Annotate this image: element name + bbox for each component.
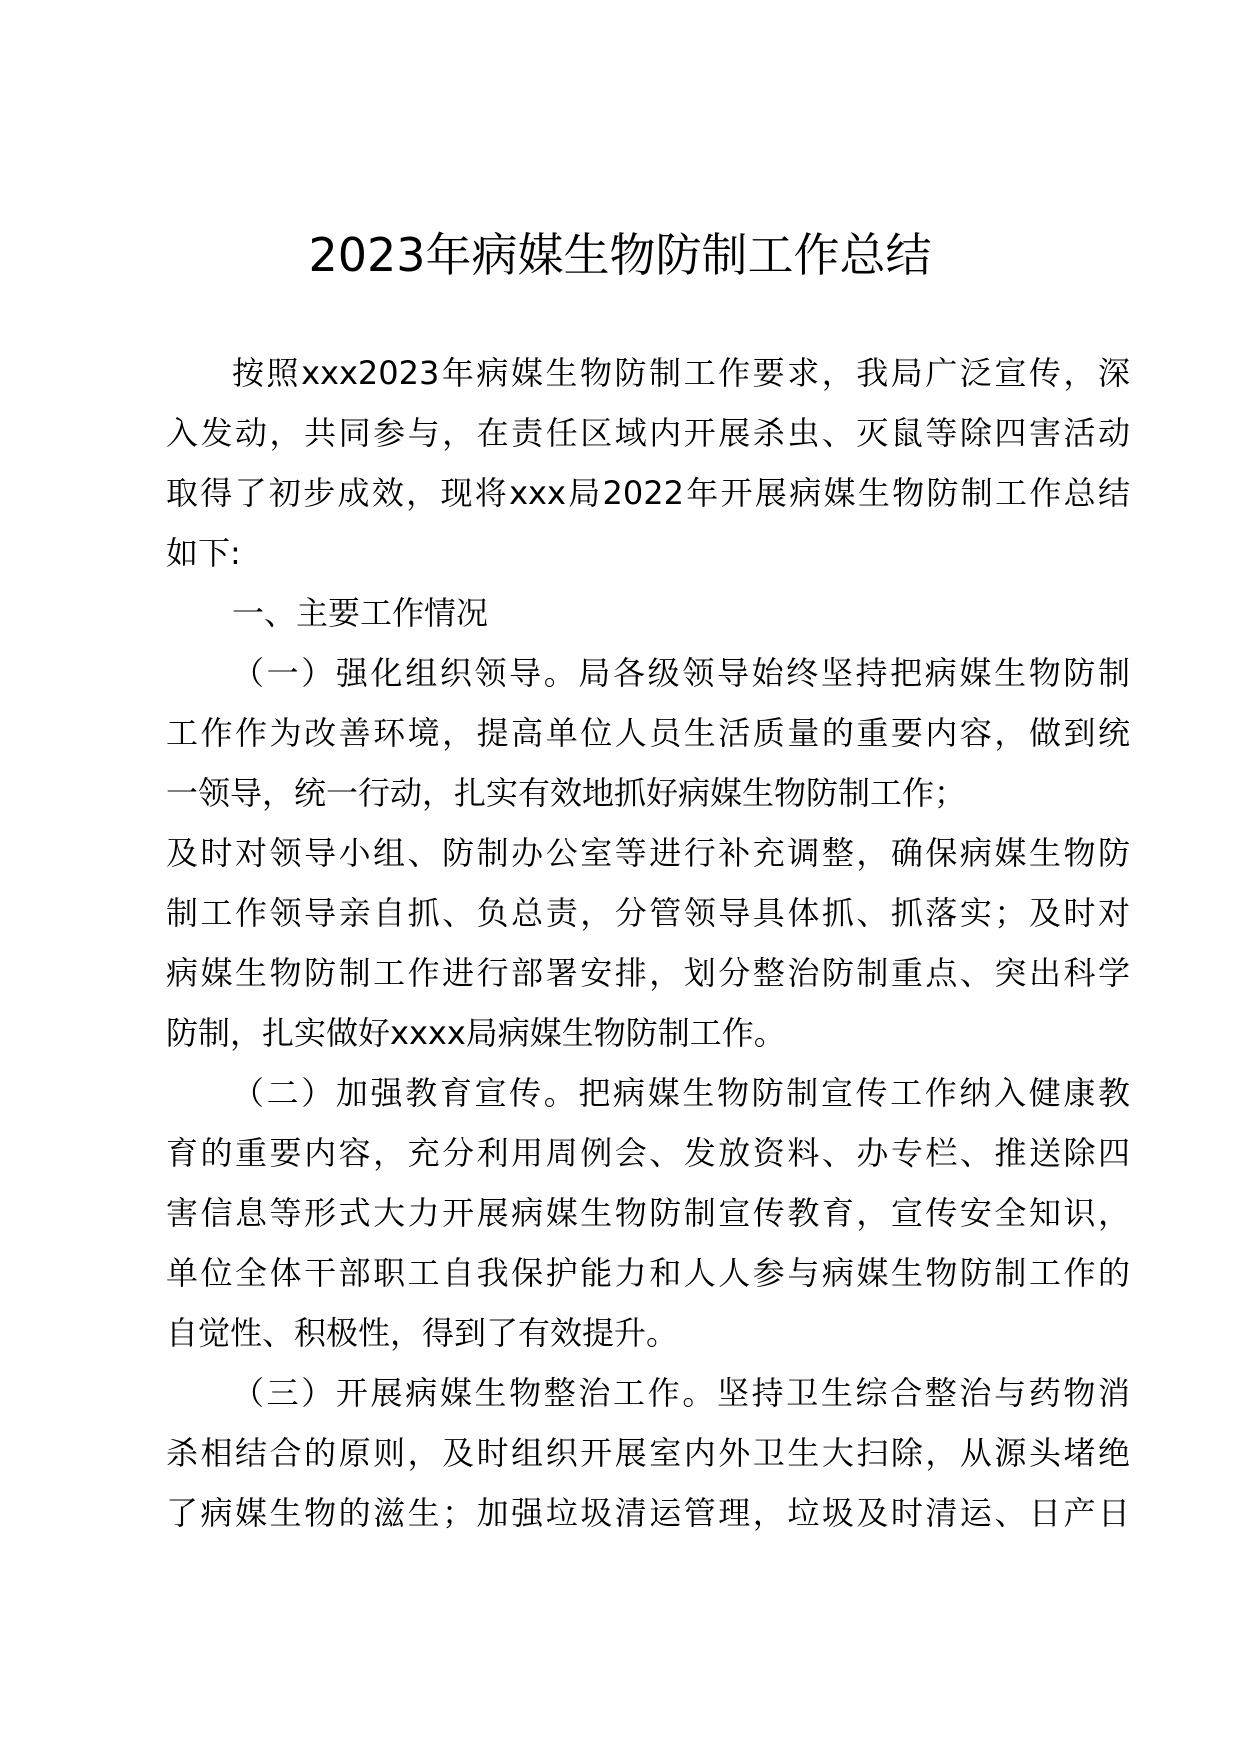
- paragraph-line: （一）强化组织领导。局各级领导始终坚持把病媒生物防制: [232, 654, 1130, 692]
- paragraph-line: 了病媒生物的滋生；加强垃圾清运管理，垃圾及时清运、日产日: [166, 1494, 1130, 1532]
- paragraph-line: 取得了初步成效，现将xxx局2022年开展病媒生物防制工作总结: [166, 474, 1130, 512]
- paragraph-line: 育的重要内容，充分利用周例会、发放资料、办专栏、推送除四: [166, 1134, 1130, 1172]
- paragraph-line: （三）开展病媒生物整治工作。坚持卫生综合整治与药物消: [232, 1374, 1130, 1412]
- paragraph-line: 制工作领导亲自抓、负总责，分管领导具体抓、抓落实；及时对: [166, 894, 1130, 932]
- paragraph-line: 害信息等形式大力开展病媒生物防制宣传教育，宣传安全知识，: [166, 1194, 1130, 1232]
- paragraph-line: 单位全体干部职工自我保护能力和人人参与病媒生物防制工作的: [166, 1254, 1130, 1292]
- paragraph-line: 自觉性、积极性，得到了有效提升。: [166, 1314, 679, 1352]
- paragraph-line: 按照xxx2023年病媒生物防制工作要求，我局广泛宣传，深: [232, 354, 1130, 392]
- paragraph-line: （二）加强教育宣传。把病媒生物防制宣传工作纳入健康教: [232, 1074, 1130, 1112]
- paragraph-line: 如下:: [166, 534, 241, 572]
- paragraph-line: 病媒生物防制工作进行部署安排，划分整治防制重点、突出科学: [166, 954, 1130, 992]
- document-title: 2023年病媒生物防制工作总结: [308, 228, 932, 282]
- paragraph-line: 防制，扎实做好xxxx局病媒生物防制工作。: [166, 1014, 786, 1052]
- paragraph-line: 工作作为改善环境，提高单位人员生活质量的重要内容，做到统: [166, 714, 1130, 752]
- document-body: [166, 343, 1130, 1543]
- paragraph-line: 入发动，共同参与，在责任区域内开展杀虫、灭鼠等除四害活动: [166, 414, 1130, 452]
- paragraph-line: 及时对领导小组、防制办公室等进行补充调整，确保病媒生物防: [166, 834, 1130, 872]
- section-heading: 一、主要工作情况: [232, 594, 489, 632]
- paragraph-line: 杀相结合的原则，及时组织开展室内外卫生大扫除，从源头堵绝: [166, 1434, 1130, 1472]
- paragraph-line: 一领导，统一行动，扎实有效地抓好病媒生物防制工作；: [166, 774, 967, 812]
